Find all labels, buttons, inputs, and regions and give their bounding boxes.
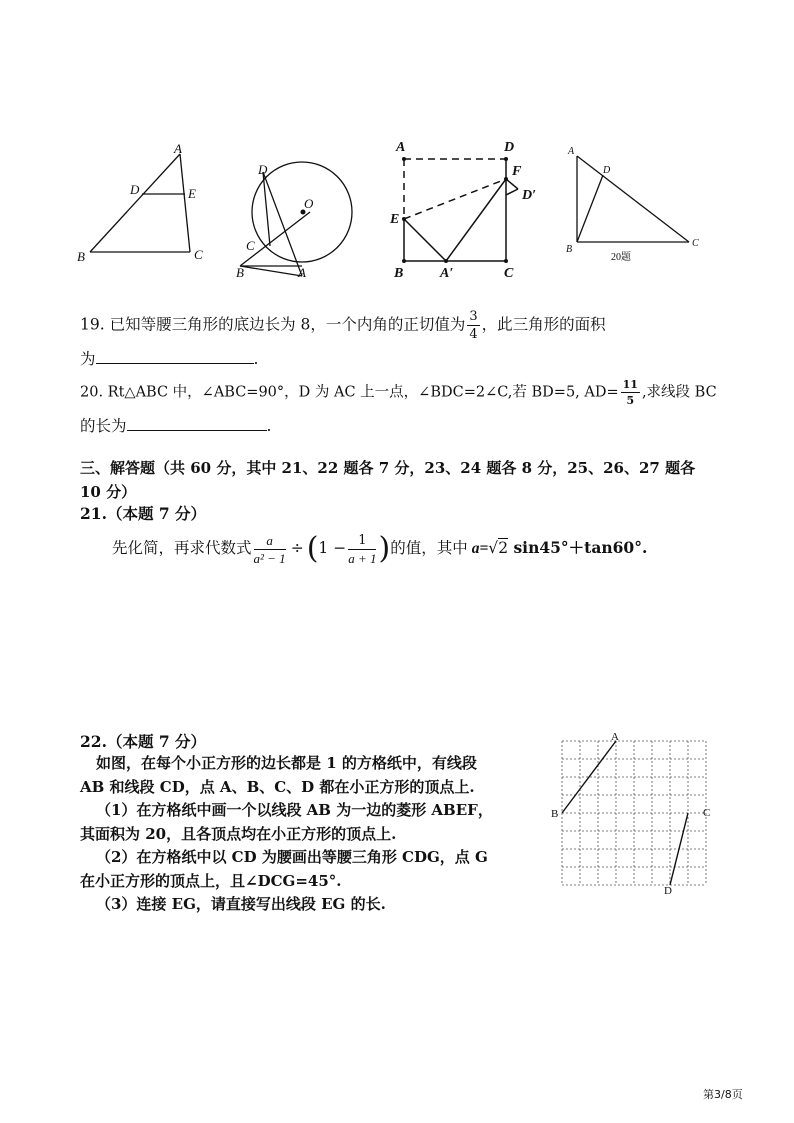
figure-circle — [230, 160, 365, 280]
label-o: O — [304, 196, 314, 211]
label-b: B — [551, 808, 559, 820]
label-c: C — [246, 238, 255, 253]
q20-text-tail: ,求线段 BC — [641, 384, 717, 401]
q19-text-tail: ，此三角形的面积 — [481, 315, 606, 334]
label-d: D — [130, 182, 140, 197]
figure-caption: 20题 — [611, 252, 631, 263]
q21-fraction-b: $\frac{1}{a + 1}$ — [348, 532, 377, 566]
grid-figure — [550, 732, 720, 897]
figure-q20-triangle — [565, 142, 705, 267]
sqrt-icon: √ — [488, 539, 499, 557]
label-c: C — [703, 807, 711, 819]
label-d: D — [258, 162, 268, 177]
section-3-title: 三、解答题（共 60 分，其中 21、22 题各 7 分，23、24 题各 8 分，25、26、27 题各 10 分） — [80, 459, 696, 501]
label-e: E — [390, 212, 400, 227]
q21-fraction-a: $\frac{a}{\text{a² − 1}}$ — [253, 532, 286, 566]
q19-answer-blank[interactable] — [96, 349, 254, 364]
q20-answer-blank[interactable] — [127, 416, 267, 431]
q21-title: 21.（本题 7 分） — [80, 504, 207, 523]
q22-title: 22.（本题 7 分） — [80, 732, 207, 751]
figure-triangle-de — [72, 140, 222, 265]
label-c: C — [692, 238, 699, 249]
q19-fraction: $\frac{3}{4}$ — [469, 309, 478, 342]
q22-body: 如图，在每个小正方形的边长都是 1 的方格纸中，有线段 AB 和线段 CD，点 A、B、C、D 都在小正方形的顶点上. （1）在方格纸中画一个以线段 AB 为一边的菱形 ABEF， 其面积为 20，且各顶点均在小正方形的顶点上. （2）在方格纸中以 CD 为腰画出等腰三角形 CDG，点 G 在小正方形的顶点上，且∠DCG=45°. （3）连接 EG，请直接写出线段 EG 的长. — [80, 754, 493, 913]
label-a: A — [568, 146, 575, 157]
label-b: B — [77, 249, 85, 264]
label-c: C — [194, 247, 203, 262]
label-a: A — [298, 265, 306, 280]
figure-folded-rectangle — [388, 135, 548, 280]
question-19 — [80, 310, 606, 341]
q21-body: 先化简，再求代数式 $\frac{a}{\text{a² − 1}}$ ÷ (1 − $\frac{1}{a + 1}$ )的值，其中 a=√2 sin45°＋tan60°. — [112, 531, 648, 566]
label-b: B — [236, 265, 244, 280]
label-d: D — [664, 885, 672, 897]
label-a-prime: A′ — [440, 266, 454, 280]
segment-cd — [670, 813, 688, 885]
label-c: C — [504, 266, 514, 280]
label-d: D — [504, 140, 515, 155]
label-a: A — [174, 141, 182, 156]
q20-text: 20. Rt△ABC 中，∠ABC=90°，D 为 AC 上一点，∠BDC=2∠C,若 BD=5, AD= — [80, 384, 619, 401]
q20-fraction: $\frac{11}{5}$ — [622, 378, 638, 407]
label-d-prime: D′ — [522, 188, 537, 203]
page-number: 第3/8页 — [703, 1088, 743, 1101]
q19-text: 19. 已知等腰三角形的底边长为 8，一个内角的正切值为 — [80, 315, 466, 334]
label-f: F — [512, 164, 522, 179]
label-a: A — [611, 732, 619, 743]
label-b: B — [566, 244, 573, 255]
label-a: A — [396, 140, 406, 155]
question-19-line2: 为 . — [80, 350, 259, 368]
question-20 — [80, 379, 717, 406]
question-20-line2: 的长为 . — [80, 417, 272, 435]
label-d: D — [603, 165, 611, 176]
label-e: E — [188, 186, 196, 201]
label-b: B — [394, 266, 404, 280]
